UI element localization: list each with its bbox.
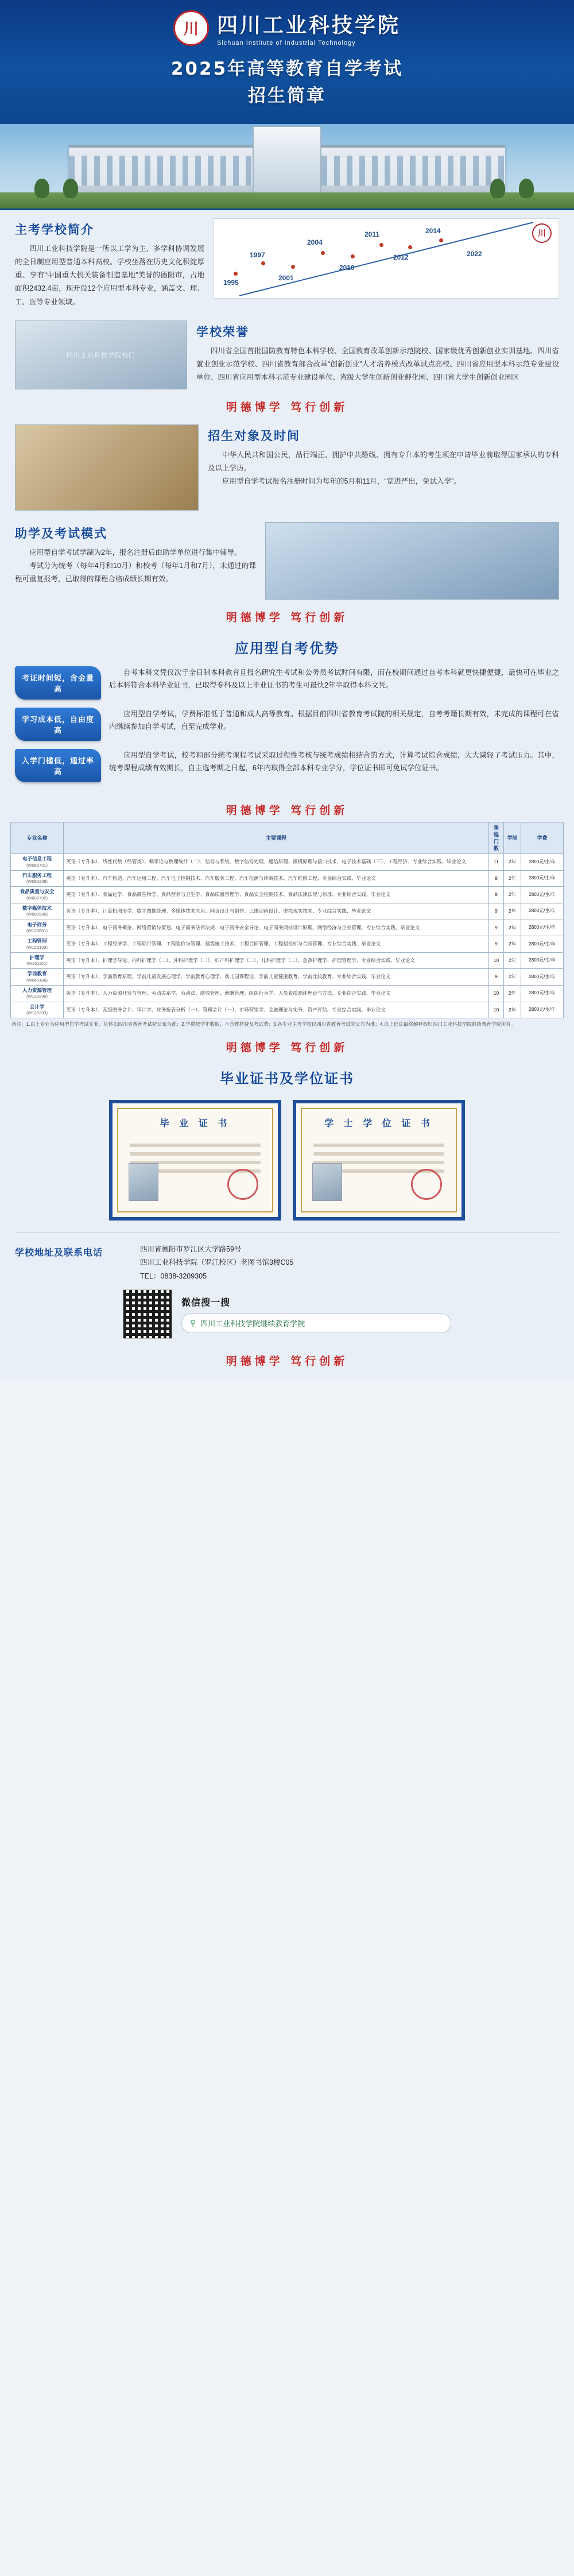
cell-major: [11, 903, 64, 920]
table-row: [11, 854, 564, 871]
advantage-text: 应用型自学考试，学费标准低于普通和成人高等教育。根据目前四川省教育考试院的相关规定，自考考籍长期有效，未完成的课程可在省内继续参加自学考试，直至完成学业。: [109, 709, 559, 731]
col-courses: 主要课程: [64, 822, 489, 854]
cell-courses: 英语（专升本）、高级财务会计、审计学、财务报表分析（一）、管理会计（一）、市场营销学、金融理论与实务、资产评估、专业综合实践、毕业论文: [64, 1002, 489, 1018]
cell-years: 2年: [504, 936, 521, 953]
cell-fee: 2800元/生/年: [521, 887, 564, 903]
cell-count: 9: [489, 936, 504, 953]
page-title-line2: 招生简章: [248, 85, 326, 106]
divider: [15, 1232, 559, 1233]
cell-fee: 2800元/生/年: [521, 903, 564, 920]
cell-fee: 2800元/生/年: [521, 969, 564, 986]
contact-label: 学校地址及联系电话: [15, 1246, 103, 1258]
col-fee: 学费: [521, 822, 564, 854]
contact-info: [140, 1243, 559, 1284]
cell-courses: 英语（专升本）、汽车构造、汽车运用工程、汽车电子控制技术、汽车服务工程、汽车检测与诊断技术、汽车维修工程、专业综合实践、毕业论文: [64, 870, 489, 887]
timeline-year: 2010: [339, 264, 355, 272]
honors-title: 学校荣誉: [196, 325, 249, 339]
major-code: (W080906): [26, 912, 48, 917]
col-years: 学制: [504, 822, 521, 854]
timeline-year: 1997: [250, 251, 265, 259]
cert-label: 毕 业 证 书: [160, 1117, 231, 1129]
timeline-year: 2014: [425, 227, 441, 235]
timeline-line: [239, 222, 534, 296]
advantage-item: [15, 749, 559, 782]
majors-table: [10, 822, 564, 1019]
motto-banner: 明德博学 笃行创新: [226, 611, 348, 624]
major-code: (W101101): [26, 961, 48, 967]
timeline-dot: [379, 243, 383, 247]
cert-label: 学 士 学 位 证 书: [324, 1117, 433, 1129]
cell-fee: 2800元/生/年: [521, 1002, 564, 1018]
timeline-dot: [291, 265, 295, 269]
table-row: [11, 870, 564, 887]
page-title-line1: 2025年高等教育自学考试: [170, 59, 404, 79]
timeline-year: 2004: [307, 238, 323, 246]
cell-courses: 英语（专升本）、电子商务概论、网络营销与策划、电子商务法律法规、电子商务安全导论、电子商务网站设计原理、网络经济与企业管理、专业综合实践、毕业论文: [64, 920, 489, 936]
majors-table-body: [11, 854, 564, 1018]
page-title: [0, 56, 574, 109]
cell-count: 9: [489, 870, 504, 887]
cell-years: 2年: [504, 870, 521, 887]
cell-fee: 2800元/生/年: [521, 952, 564, 969]
advantage-badge: 入学门槛低，通过率高: [15, 749, 101, 782]
major-code: (W120103): [26, 944, 48, 950]
admission-title: 招生对象及时间: [208, 428, 300, 443]
timeline-dot: [439, 238, 443, 242]
photo-caption: 四川工业科技学院校门: [67, 352, 135, 359]
major-name: 电子信息工程: [22, 856, 52, 862]
cell-fee: 2800元/生/年: [521, 920, 564, 936]
major-name: 学前教育: [27, 971, 47, 977]
majors-table-note: 备注：1.以上专业为应用型自学考试专业，具体以四川省教育考试院公布为准；2.学费按学年收取，不含教材费及考试费；3.各专业主考学校以四川省教育考试院公布为准；4.以上信息最终解释权归四川工业科技学院继续教育学院所有。: [11, 1021, 516, 1028]
major-code: (W040106): [26, 977, 48, 983]
advantage-badge: 学习成本低，自由度高: [15, 708, 101, 741]
table-header-row: [11, 822, 564, 854]
cell-courses: 英语（专升本）、学前教育原理、学前儿童发展心理学、学前教育心理学、幼儿园课程论、学前儿童健康教育、学前比较教育、专业综合实践、毕业论文: [64, 969, 489, 986]
cell-major: [11, 952, 64, 969]
section-advantages: [0, 627, 574, 665]
admission-text-2: 应用型自学考试报名注册时间为每年的5月和11月，“宽进严出，免试入学”。: [222, 477, 461, 485]
hero-tower: [253, 126, 321, 194]
admission-text-1: 中华人民共和国公民，品行端正、拥护中共路线、拥有专升本的考生须在申请毕业前取得国家承认的专科及以上学历。: [208, 450, 559, 472]
contact-tel[interactable]: TEL：0838-3209305: [140, 1272, 207, 1281]
table-row: [11, 903, 564, 920]
advantage-text: 应用型自学考试，校考和部分统考课程考试采取过程性考核与统考成绩相结合的方式，计算考试综合成绩，大大减轻了考试压力。其中，统考课程成绩有效期长，自主选考期之日起，6年内取得全部本科专业学分，学位证书即可免试学位证书。: [109, 751, 559, 773]
certificates-gallery: [0, 1095, 574, 1229]
major-code: (W080701): [26, 862, 48, 868]
table-row: [11, 887, 564, 903]
wechat-search-box[interactable]: [181, 1313, 451, 1333]
cell-major: [11, 1002, 64, 1018]
cell-courses: 英语（专升本）、工程经济学、工程项目管理、工程造价与管理、建筑施工技术、工程合同管理、工程招投标与合同管理、专业综合实践、毕业论文: [64, 936, 489, 953]
school-name-block: [217, 9, 401, 47]
school-name-cn: 四川工业科技学院: [216, 14, 401, 37]
cell-years: 2年: [504, 887, 521, 903]
cell-courses: 英语（专升本）、食品化学、食品微生物学、食品营养与卫生学、食品质量管理学、食品安全检测技术、食品法律法规与标准、专业综合实践、毕业论文: [64, 887, 489, 903]
campus-gate-photo: [15, 320, 187, 389]
col-major: 专业名称: [11, 822, 64, 854]
motto-banner: 明德博学 笃行创新: [226, 400, 348, 414]
timeline-year: 2012: [393, 253, 409, 261]
school-crest-icon-small: 川: [532, 223, 552, 243]
hero-tree: [34, 179, 49, 198]
cell-fee: 2800元/生/年: [521, 854, 564, 871]
timeline-dot: [351, 254, 355, 258]
cell-count: 10: [489, 1002, 504, 1018]
section-contact: [0, 1236, 574, 1347]
major-name: 工程管理: [27, 938, 47, 944]
cell-years: 2年: [504, 920, 521, 936]
major-name: 会计学: [29, 1003, 45, 1010]
section-admission: [0, 416, 574, 514]
school-identity: [0, 9, 574, 47]
cell-count: 11: [489, 854, 504, 871]
cell-years: 2年: [504, 985, 521, 1002]
cell-count: 10: [489, 952, 504, 969]
cert-seal-icon: [411, 1169, 442, 1200]
major-code: (W120203): [26, 1010, 48, 1015]
major-name: 电子商务: [27, 921, 47, 928]
wechat-account-name: 四川工业科技学院继续教育学院: [200, 1319, 305, 1328]
table-row: [11, 969, 564, 986]
contact-address-2: 四川工业科技学院（罗江校区）老图书馆3楼C05: [140, 1258, 294, 1267]
cell-major: [11, 920, 64, 936]
table-row: [11, 985, 564, 1002]
table-row: [11, 952, 564, 969]
cell-courses: 英语（专升本）、线性代数（经管类）、概率论与数理统计（二）、信号与系统、数字信号处理、通信原理、微机原理与接口技术、电子技术基础（三）、工程经济、专业综合实践、毕业论文: [64, 854, 489, 871]
intro-title: 主考学校简介: [15, 223, 94, 237]
timeline-dot: [321, 251, 325, 255]
cell-count: 9: [489, 887, 504, 903]
timeline-year: 1995: [223, 279, 239, 287]
advantage-text: 自考本科文凭仅次于全日制本科教育且报名研究生考试和公务员考试时间有限，而在校期间通过自考本科就更快捷便捷，最快可在毕业之后本科符合本科毕业证书，已取得专科及以上毕业证书的考生可最快2年半取得本科文凭。: [109, 668, 559, 690]
advantage-badge: 考证时间短，含金量高: [15, 666, 101, 700]
hero-ground: [0, 192, 574, 208]
timeline-dot: [408, 245, 412, 249]
cert-seal-icon: [227, 1169, 258, 1200]
cell-major: [11, 854, 64, 871]
advantages-list: [0, 665, 574, 796]
major-name: 数字媒体技术: [22, 905, 52, 911]
campus-hero-image: [0, 124, 574, 210]
contact-address-1: 四川省德阳市罗江区大学路59号: [140, 1245, 242, 1253]
cell-count: 9: [489, 903, 504, 920]
search-icon: ⚲: [190, 1318, 196, 1327]
history-timeline-graphic: [214, 218, 559, 299]
section-certificates: [0, 1057, 574, 1095]
timeline-dot: [234, 272, 238, 276]
wechat-title: 微信搜一搜: [181, 1297, 231, 1308]
cell-courses: 英语（专升本）、人力资源开发与管理、劳动关系学、劳动法、绩效管理、薪酬管理、组织行为学、人员素质测评理论与方法、专业综合实践、毕业论文: [64, 985, 489, 1002]
school-name-en: Sichuan Institute of Industrial Technology: [216, 40, 356, 47]
major-code: (W082702): [26, 895, 48, 901]
mode-title: 助学及考试模式: [15, 526, 107, 540]
motto-banner: 明德博学 笃行创新: [226, 1354, 348, 1368]
timeline-year: 2001: [278, 274, 294, 282]
cell-years: 2年: [504, 952, 521, 969]
hero-tree: [490, 179, 505, 198]
motto-banner: 明德博学 笃行创新: [226, 1041, 348, 1054]
timeline-year: 2011: [364, 230, 380, 238]
advantage-item: [15, 708, 559, 741]
honors-text: 四川省全国首批国防教育特色本科学校、全国教育改革创新示范院校、国家级优秀创新创业实训基地、四川省就业创业示范学校、四川省教育部合改革“创新创业”人才培养模式改革试点高校、四川省应用型本科示范专业建设单位、四川省应用型本科示范专业建设单位、省级大学生创新创业孵化园、四川省大学生创新创业园区: [196, 346, 559, 381]
wechat-block: [15, 1284, 559, 1341]
major-name: 汽车服务工程: [22, 872, 52, 878]
major-code: (W120206): [26, 994, 48, 999]
section-majors: [0, 820, 574, 1033]
school-crest-icon: 川: [173, 10, 209, 46]
col-count: 课程 门数: [489, 822, 504, 854]
cell-years: 2年: [504, 969, 521, 986]
cell-major: [11, 870, 64, 887]
intro-text: 四川工业科技学院是一所以工学为主、多学科协调发展的全日制应用型普通本科高校。学校坐落在历史文化积淀厚重、享有“中国重大机关装备制造基地”美誉的德阳市，占地面积2432.4亩，现开设12个应用型本科专业，涵盖文、理、工、医等专业领域。: [15, 245, 204, 306]
hero-tree: [63, 179, 78, 198]
cell-count: 10: [489, 985, 504, 1002]
certificates-title: 毕业证书及学位证书: [220, 1070, 354, 1087]
table-row: [11, 1002, 564, 1018]
timeline-dot: [261, 261, 265, 265]
section-mode: [0, 514, 574, 603]
cell-major: [11, 985, 64, 1002]
advantage-item: [15, 666, 559, 700]
hero-tree: [519, 179, 534, 198]
advantages-title: 应用型自考优势: [235, 640, 339, 656]
motto-banner: 明德博学 笃行创新: [226, 804, 348, 817]
section-intro: [0, 210, 574, 312]
section-honors: [0, 312, 574, 393]
cell-fee: 2800元/生/年: [521, 870, 564, 887]
graduation-certificate-image: [109, 1100, 281, 1221]
cell-fee: 2800元/生/年: [521, 985, 564, 1002]
degree-certificate-image: [293, 1100, 465, 1221]
cell-years: 2年: [504, 1002, 521, 1018]
cell-count: 9: [489, 920, 504, 936]
qr-code-icon[interactable]: [123, 1289, 172, 1339]
cert-photo: [129, 1163, 158, 1201]
timeline-year: 2022: [467, 250, 482, 258]
mode-text-2: 考试分为统考（每年4月和10月）和校考（每年1月和7月），未通过的课程可重复报考，已取得的课程合格成绩长期有效。: [15, 561, 256, 583]
major-name: 人力资源管理: [22, 987, 52, 993]
cell-major: [11, 936, 64, 953]
cell-major: [11, 969, 64, 986]
major-code: (W120801): [26, 928, 48, 934]
major-name: 护理学: [29, 954, 45, 960]
library-photo: [15, 424, 199, 511]
major-code: (W080208): [26, 879, 48, 885]
table-row: [11, 936, 564, 953]
cell-major: [11, 887, 64, 903]
major-name: 食品质量与安全: [20, 889, 55, 895]
cell-courses: 英语（专升本）、计算机图形学、数字图像处理、多媒体技术应用、网页设计与制作、三维动画设计、虚拟现实技术、专业综合实践、毕业论文: [64, 903, 489, 920]
table-row: [11, 920, 564, 936]
mode-text-1: 应用型自学考试学制为2年，报名注册后由助学单位进行集中辅导。: [29, 548, 242, 557]
cell-courses: 英语（专升本）、护理学导论、内科护理学（二）、外科护理学（二）、妇产科护理学（二）、儿科护理学（二）、急救护理学、护理管理学、专业综合实践、毕业论文: [64, 952, 489, 969]
campus-building-photo: [265, 522, 559, 600]
cell-count: 9: [489, 969, 504, 986]
poster-header: [0, 0, 574, 124]
cell-years: 2年: [504, 854, 521, 871]
cell-fee: 2800元/生/年: [521, 936, 564, 953]
cell-years: 2年: [504, 903, 521, 920]
cert-photo: [312, 1163, 342, 1201]
